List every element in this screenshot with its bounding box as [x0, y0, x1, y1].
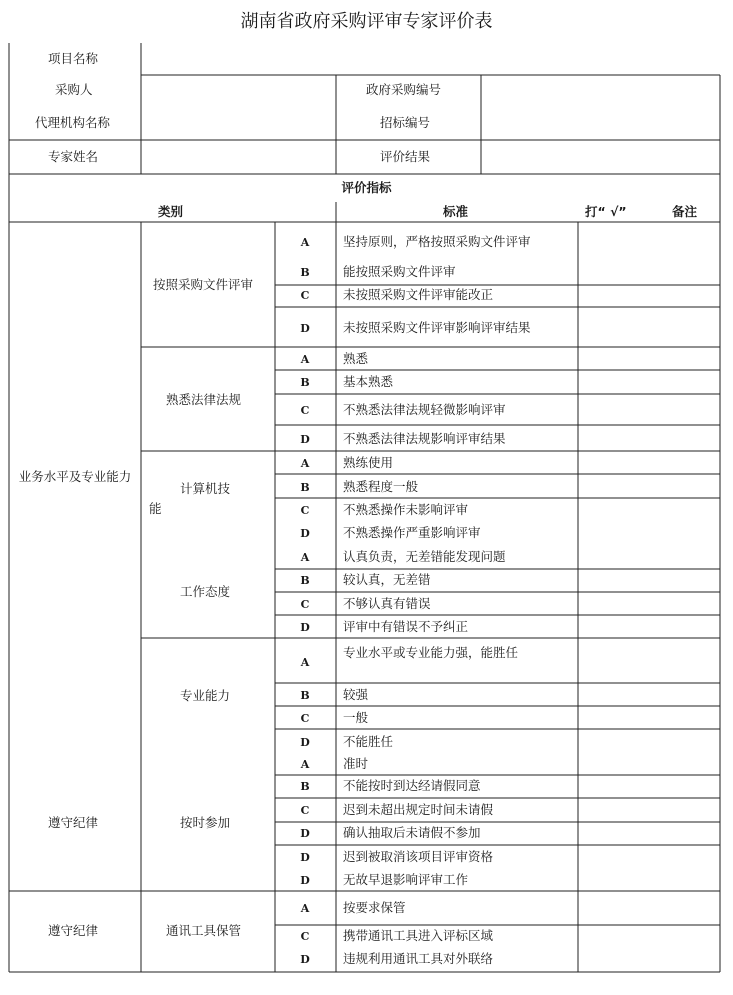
group-discipline: 遵守纪律 — [48, 815, 99, 830]
grade: D — [300, 433, 310, 446]
grade: B — [300, 689, 310, 702]
sub-attitude: 工作态度 — [180, 584, 231, 599]
grade: A — [300, 236, 310, 249]
col-category: 类别 — [158, 204, 184, 219]
standard-text: 坚持原则，严格按照采购文件评审 — [343, 234, 531, 249]
standard-text: 能按照采购文件评审 — [343, 264, 456, 279]
standard-text: 准时 — [343, 756, 369, 771]
grade: B — [300, 376, 310, 389]
col-check: 打“ √” — [585, 204, 627, 219]
standard-text: 迟到未超出规定时间未请假 — [343, 802, 494, 817]
grade: B — [300, 266, 310, 279]
col-remark: 备注 — [672, 204, 698, 219]
procurement-no-label: 政府采购编号 — [366, 82, 442, 97]
page-title: 湖南省政府采购评审专家评价表 — [240, 11, 493, 32]
grade: C — [300, 504, 310, 517]
grade: C — [300, 930, 310, 943]
standard-text: 不能按时到达经请假同意 — [343, 778, 481, 793]
sub-computer: 计算机技 — [180, 481, 231, 496]
standard-text: 熟悉 — [343, 351, 369, 366]
grade: A — [300, 353, 310, 366]
grade: D — [300, 874, 310, 887]
expert-name-label: 专家姓名 — [48, 149, 99, 164]
grade: D — [300, 827, 310, 840]
sub-attendance: 按时参加 — [180, 815, 231, 830]
standard-text: 不熟悉法律法规影响评审结果 — [343, 431, 506, 446]
grade: D — [300, 953, 310, 966]
standard-text: 携带通讯工具进入评标区域 — [343, 928, 494, 943]
standard-text: 较认真，无差错 — [343, 572, 431, 587]
group-discipline-2: 遵守纪律 — [48, 923, 99, 938]
standard-text: 按要求保管 — [343, 900, 406, 915]
standard-text: 不够认真有错误 — [343, 596, 431, 611]
standard-text: 不熟悉操作未影响评审 — [343, 502, 469, 517]
standard-text: 未按照采购文件评审能改正 — [343, 287, 494, 302]
grade: A — [300, 457, 310, 470]
standard-text: 不熟悉法律法规轻微影响评审 — [343, 402, 506, 417]
grade: C — [300, 598, 310, 611]
grade: A — [300, 551, 310, 564]
standard-text: 不熟悉操作严重影响评审 — [343, 525, 481, 540]
project-name-label: 项目名称 — [48, 51, 99, 66]
grade: C — [300, 404, 310, 417]
grade: D — [300, 527, 310, 540]
sub-follow-docs: 按照采购文件评审 — [153, 277, 254, 292]
grade: D — [300, 322, 310, 335]
standard-text: 迟到被取消该项目评审资格 — [343, 849, 494, 864]
grade: D — [300, 736, 310, 749]
grade: C — [300, 289, 310, 302]
sub-laws: 熟悉法律法规 — [166, 392, 242, 407]
grade: A — [300, 758, 310, 771]
grade: B — [300, 481, 310, 494]
agency-label: 代理机构名称 — [35, 115, 111, 130]
standard-text: 无故早退影响评审工作 — [343, 872, 469, 887]
standard-text: 基本熟悉 — [343, 374, 394, 389]
grade: B — [300, 780, 310, 793]
sub-pro-ability: 专业能力 — [180, 688, 231, 703]
grade: B — [300, 574, 310, 587]
group-business: 业务水平及专业能力 — [18, 469, 132, 484]
result-label: 评价结果 — [380, 149, 431, 164]
sub-computer-cont: 能 — [149, 501, 162, 516]
standard-text: 认真负责，无差错能发现问题 — [343, 549, 506, 564]
standard-text: 确认抽取后未请假不参加 — [343, 825, 481, 840]
grade: C — [300, 804, 310, 817]
standard-text: 较强 — [343, 687, 369, 702]
standard-text: 熟悉程度一般 — [343, 479, 419, 494]
grade: A — [300, 902, 310, 915]
purchaser-label: 采购人 — [55, 82, 93, 97]
standard-text: 专业水平或专业能力强，能胜任 — [343, 645, 519, 660]
sub-comm-tools: 通讯工具保管 — [166, 923, 242, 938]
standard-text: 未按照采购文件评审影响评审结果 — [343, 320, 531, 335]
standard-text: 一般 — [343, 710, 369, 725]
grade: A — [300, 656, 310, 669]
standard-text: 熟练使用 — [343, 455, 394, 470]
grade: D — [300, 851, 310, 864]
standard-text: 评审中有错误不予纠正 — [343, 619, 469, 634]
standard-text: 违规利用通讯工具对外联络 — [343, 951, 494, 966]
grade: C — [300, 712, 310, 725]
grade: D — [300, 621, 310, 634]
standard-text: 不能胜任 — [343, 734, 394, 749]
indicator-title: 评价指标 — [341, 180, 392, 195]
bid-no-label: 招标编号 — [380, 115, 431, 130]
col-standard: 标准 — [443, 204, 469, 219]
